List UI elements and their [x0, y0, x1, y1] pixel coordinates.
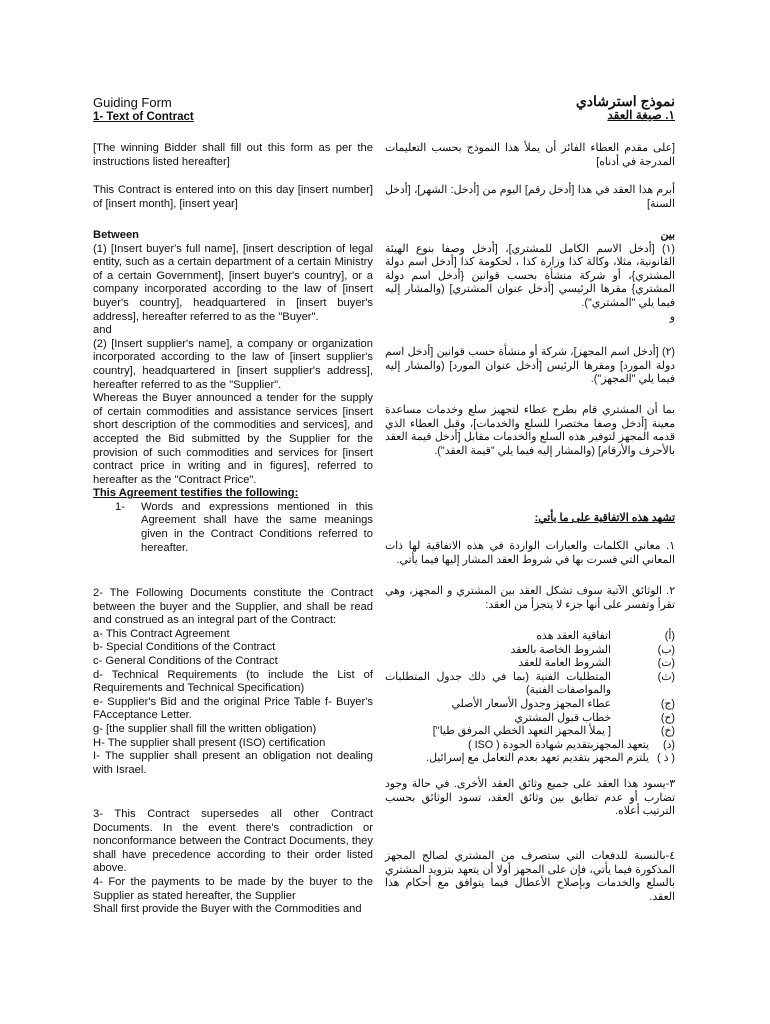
arabic-column	[385, 184, 675, 211]
and-ar: و	[669, 310, 675, 323]
section-title-en: 1- Text of Contract	[93, 111, 194, 123]
arabic-column	[385, 850, 675, 904]
english-column	[93, 184, 373, 211]
doc-h-en: H- The supplier shall present (ISO) certification	[93, 736, 326, 749]
doc-f-text: خطاب قبول المشتري	[514, 711, 611, 724]
doc-d-en: d- Technical Requirements (to include the List of Requirements and Technical Specification)	[93, 668, 373, 695]
arabic-column	[385, 346, 675, 387]
and-en: and	[93, 324, 112, 337]
doc-a-text: اتفاقية العقد هذه	[536, 630, 611, 642]
clause-1-en	[93, 501, 373, 555]
doc-e-ar	[385, 698, 675, 712]
doc-e-key: (ج)	[660, 697, 675, 710]
doc-b-key: (ب)	[657, 643, 675, 656]
arabic-column	[385, 585, 675, 612]
doc-i-text: يلتزم المجهز بتقديم تعهد بعدم التعامل مع إسرائيل.	[426, 752, 649, 765]
doc-f-key: (ح)	[660, 711, 675, 724]
contract-entered-ar: أبرم هذا العقد في هذا [أدخل رقم] اليوم من [أدخل: الشهر]، [أدخل السنة]	[385, 184, 675, 210]
doc-c-ar	[385, 657, 675, 671]
doc-a-en: a- This Contract Agreement	[93, 627, 230, 640]
instructions-en: [The winning Bidder shall fill out this form as per the instructions listed hereafter]	[93, 142, 373, 168]
between-heading-ar: بين	[660, 229, 675, 241]
doc-d-text: المتطلبات الفنية (بما في ذلك جدول المتطلبات والمواصفات الفنية)	[385, 670, 611, 697]
english-column	[93, 587, 373, 777]
english-column	[93, 142, 373, 169]
arabic-column	[385, 404, 675, 458]
instructions-ar: [على مقدم العطاء الفائز أن يملأ هذا النموذج بحسب التعليمات المدرجة في أدناه]	[385, 142, 675, 168]
doc-i-en: I- The supplier shall present an obligation not dealing with Israel.	[93, 750, 373, 776]
party-supplier-en: (2) [Insert supplier's name], a company or organization incorporated according to the law of [insert supplier's country], headquartered in [insert supplier's address], hereafter referred to as the "Supplier".	[93, 337, 373, 391]
doc-e-en: e- Supplier's Bid and the original Price Table f- Buyer's FAcceptance Letter.	[93, 695, 373, 722]
clause-4-ar: ٤-بالنسبة للدفعات التي ستصرف من المشتري لصالح المجهز المذكورة فيما يأتي، فإن على المجهز أولا أن يتعهد بتزويد المشتري بالسلع والخدمات وبإصلاح الأعطال فيما يتوافق مع أحكام هذا العقد.	[385, 850, 675, 903]
english-column	[93, 808, 373, 917]
doc-g-key: (خ)	[660, 725, 675, 738]
arabic-column	[385, 540, 675, 567]
testifies-heading-en: This Agreement testifies the following:	[93, 487, 299, 500]
clause-1-ar: ١. معاني الكلمات والعبارات الواردة في هذه الاتفاقية لها ذات المعاني التي فسرت بها في شروط العقد المشار إليها فيما يأتي.	[385, 540, 675, 566]
clause-2-en: 2- The Following Documents constitute the Contract between the buyer and the Supplier, and shall be read and construed as an integral part of the Contract:	[93, 587, 373, 627]
clause-1-number: 1-	[115, 500, 125, 513]
english-column	[93, 229, 373, 555]
doc-b-ar	[385, 644, 675, 658]
party-supplier-ar: (٢) [أدخل اسم المجهز]، شركة أو منشأة حسب قوانين [أدخل اسم دولة المورد] ومقرها الرئيس [أدخل عنوان المورد] (والمشار إليه فيما يلي "المجهز").	[385, 346, 675, 386]
whereas-ar: بما أن المشتري قام بطرح عطاء لتجهيز سلع وخدمات مساعدة معينة [أدخل وصفا مختصرا للسلع والخدمات]، وقبل العطاء الذي قدمه المجهز لتوفير هذه السلع والخدمات مقابل [أدخل قيمة العقد بالأحرف والأرقام] (والمشار إليه فيما يلي "قيمة العقد").	[385, 404, 675, 457]
doc-b-en: b- Special Conditions of the Contract	[93, 641, 276, 654]
arabic-column	[385, 142, 675, 169]
doc-i-ar	[385, 752, 675, 766]
contract-entered-en: This Contract is entered into on this day [insert number] of [insert month], [insert year]	[93, 184, 373, 210]
party-buyer-en: (1) [Insert buyer's full name], [insert description of legal entity, such as a certain department of a certain Ministry of a certain Government], [insert buyer's country], or a company incorporated according to the law of [insert buyer's country], headquartered in [insert buyer's address], hereafter referred to as the "Buyer".	[93, 242, 373, 323]
doc-d-ar	[385, 671, 675, 698]
doc-e-text: عطاء المجهز وجدول الأسعار الأصلي	[451, 697, 611, 710]
clause-4-en: 4- For the payments to be made by the buyer to the Supplier as stated hereafter, the Supplier	[93, 875, 373, 902]
form-title-en: Guiding Form	[93, 95, 172, 110]
doc-f-ar	[385, 712, 675, 726]
doc-a-ar	[385, 630, 675, 644]
party-buyer-ar: (١) [أدخل الاسم الكامل للمشتري]، [أدخل وصفا بنوع الهيئة القانونية، مثلا، وكالة كذا وزارة كذا ، لحكومة كذا [أدخل اسم دولة المشتري}، أو شركة منشأة بحسب قوانين {أدخل اسم دولة المشتري} مقرها الرئيسي [أدخل عنوان المشتري] (والمشار إليه فيما يلي "المشتري").	[385, 242, 675, 309]
clause-2-ar: ٢. الوثائق الآتية سوف تشكل العقد بين المشتري و المجهز، وهي تقرأ وتفسر على أنها جزء لا يتجزأ من العقد:	[385, 585, 675, 611]
doc-g-en: g- [the supplier shall fill the written obligation)	[93, 722, 317, 735]
whereas-en: Whereas the Buyer announced a tender for the supply of certain commodities and assistance services [insert short description of the commodities and services], and accepted the Bid submitted by the Supplier for the provision of such commodities and services for [insert contract price in writing and in figures], referred to hereafter as the "Contract Price".	[93, 392, 373, 486]
doc-h-ar	[385, 739, 675, 753]
arabic-column	[385, 778, 675, 819]
arabic-column	[385, 512, 675, 526]
doc-d-key: (ث)	[657, 670, 675, 683]
doc-g-ar	[385, 725, 675, 739]
doc-c-key: (ت)	[657, 657, 675, 670]
doc-h-text: يتعهد المجهزبتقديم شهادة الجودة ( ISO )	[467, 738, 649, 751]
doc-i-key: ( ذ )	[657, 752, 675, 765]
arabic-doc-list	[385, 630, 675, 766]
clause-1-text: Words and expressions mentioned in this Agreement shall have the same meanings given in the Contract Conditions referred to hereafter.	[141, 500, 373, 554]
clause-3-en: 3- This Contract supersedes all other Contract Documents. In the event there's contradiction or nonconformance between the Contract Documents, they shall have precedence according to their order listed above.	[93, 808, 373, 875]
clause-4-cont-en: Shall first provide the Buyer with the Commodities and	[93, 903, 362, 916]
doc-c-en: c- General Conditions of the Contract	[93, 654, 278, 667]
arabic-column	[385, 229, 675, 324]
doc-a-key: (أ)	[664, 630, 675, 642]
doc-b-text: الشروط الخاصة بالعقد	[510, 643, 611, 656]
clause-3-ar: ٣-يسود هذا العقد على جميع وثائق العقد الأخرى. في حالة وجود تضارب أو عدم تطابق بين وثائق العقد، تسود الوثائق بحسب الترتيب أعلاه.	[385, 778, 675, 818]
form-title-ar: نموذج استرشادي	[575, 93, 675, 109]
between-heading-en: Between	[93, 229, 140, 241]
testifies-heading-ar: تشهد هذه الاتفاقية على ما يأتي:	[534, 512, 675, 524]
section-title-ar: ١. صيغة العقد	[607, 108, 675, 122]
doc-h-key: (د)	[663, 738, 675, 751]
doc-c-text: الشروط العامة للعقد	[518, 657, 611, 670]
doc-g-text: [ يملأ المجهز التعهد الخطي المرفق طيا"]	[432, 725, 611, 738]
